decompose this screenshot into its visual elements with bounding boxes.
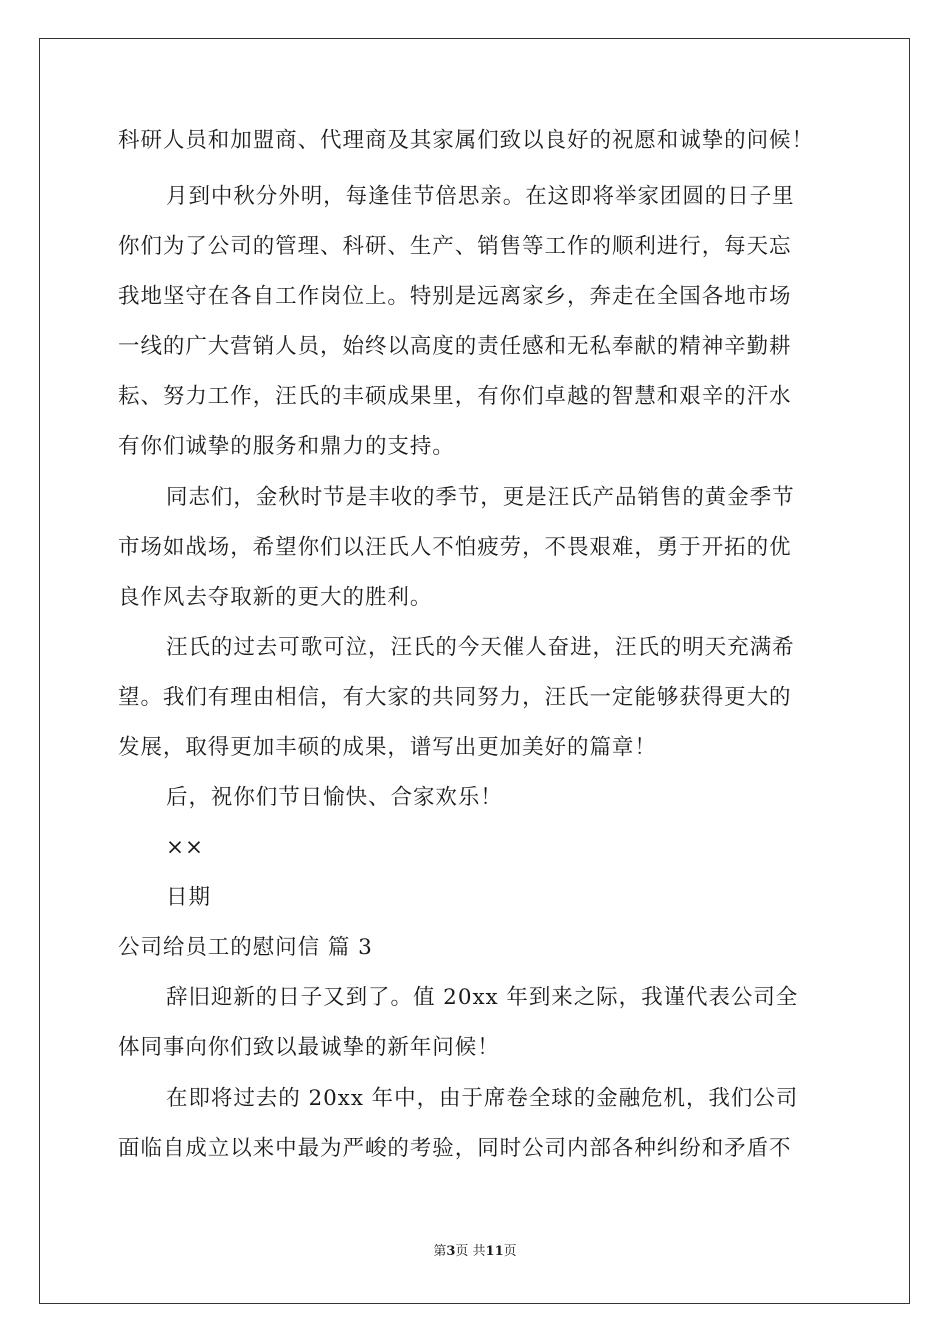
page-label-prefix: 第 [433,1244,447,1259]
section-heading: 公司给员工的慰问信 篇 3 [118,935,373,960]
closing-line: 后，祝你们节日愉快、合家欢乐！ [166,785,503,810]
current-page-number: 3 [446,1244,456,1259]
paragraph-line: 辞旧迎新的日子又到了。值 20xx 年到来之际，我谨代表公司全 [166,985,799,1010]
paragraph-line: 在即将过去的 20xx 年中，由于席卷全球的金融危机，我们公司 [166,1086,799,1111]
text-line: 发展，取得更加丰硕的成果，谱写出更加美好的篇章！ [118,735,657,760]
text-line: 耘、努力工作，汪氏的丰硕成果里，有你们卓越的智慧和艰辛的汗水 [118,384,792,409]
text-line: 市场如战场，希望你们以汪氏人不怕疲劳，不畏艰难，勇于开拓的优 [118,535,792,560]
text-line: 体同事向你们致以最诚挚的新年问候！ [118,1035,500,1060]
paragraph-line: 月到中秋分外明，每逢佳节倍思亲。在这即将举家团圆的日子里 [166,184,795,209]
page-label-mid: 页 共 [455,1244,486,1259]
text-line: 我地坚守在各自工作岗位上。特别是远离家乡，奔走在全国各地市场 [118,284,792,309]
page-footer [0,1244,950,1260]
text-line: 科研人员和加盟商、代理商及其家属们致以良好的祝愿和诚挚的问候！ [118,128,814,153]
text-line: 一线的广大营销人员，始终以高度的责任感和无私奉献的精神辛勤耕 [118,334,792,359]
paragraph-line: 汪氏的过去可歌可泣，汪氏的今天催人奋进，汪氏的明天充满希 [166,635,795,660]
text-line: 良作风去夺取新的更大的胜利。 [118,585,433,610]
page-border [39,38,910,1304]
text-line: 望。我们有理由相信，有大家的共同努力，汪氏一定能够获得更大的 [118,685,792,710]
text-line: 你们为了公司的管理、科研、生产、销售等工作的顺利进行，每天忘 [118,234,792,259]
page-label-suffix: 页 [503,1244,517,1259]
text-line: 面临自成立以来中最为严峻的考验，同时公司内部各种纠纷和矛盾不 [118,1136,792,1161]
paragraph-line: 同志们，金秋时节是丰收的季节，更是汪氏产品销售的黄金季节 [166,485,795,510]
signature-line: ×× [166,835,204,860]
text-line: 有你们诚挚的服务和鼎力的支持。 [118,434,455,459]
total-page-count: 11 [485,1244,504,1259]
date-line: 日期 [166,885,211,910]
